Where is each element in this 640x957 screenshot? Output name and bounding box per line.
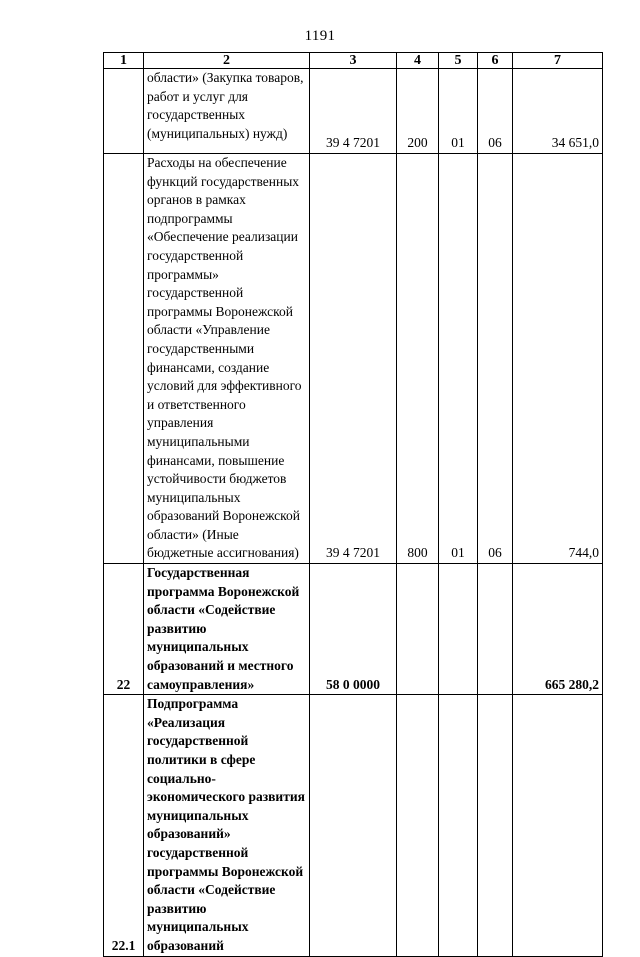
header-col-3: 3 [310, 53, 397, 69]
row-target-code: 58 0 0000 [310, 564, 397, 695]
header-col-5: 5 [439, 53, 478, 69]
row-number: 22.1 [104, 695, 144, 956]
header-row [104, 53, 603, 69]
row-amount [513, 695, 603, 956]
header-col-6: 6 [478, 53, 513, 69]
header-col-7: 7 [513, 53, 603, 69]
row-target-code: 39 4 7201 [310, 154, 397, 564]
row-section [439, 695, 478, 956]
row-amount: 665 280,2 [513, 564, 603, 695]
row-section: 01 [439, 154, 478, 564]
row-subsection [478, 695, 513, 956]
row-expense-type [397, 564, 439, 695]
row-section [439, 564, 478, 695]
table-header [104, 53, 603, 69]
row-description: Подпрограмма «Реализация государственной политики в сфере социально-экономического развития муниципальных образований» государственной программы Воронежской области «Содействие развитию муниципальных образований [144, 695, 310, 956]
table-row [104, 695, 603, 956]
table-row [104, 154, 603, 564]
row-expense-type: 200 [397, 69, 439, 154]
row-description: Расходы на обеспечение функций государственных органов в рамках подпрограммы «Обеспечение реализации государственной программы» государственной программы Воронежской области «Управление государственными финансами, создание условий для эффективного и ответственного управления муниципальными финансами, повышение устойчивости бюджетов муниципальных образований Воронежской области» (Иные бюджетные ассигнования) [144, 154, 310, 564]
table-body [104, 69, 603, 957]
budget-table [103, 52, 603, 957]
header-col-2: 2 [144, 53, 310, 69]
row-amount: 34 651,0 [513, 69, 603, 154]
row-expense-type [397, 695, 439, 956]
row-number: 22 [104, 564, 144, 695]
row-subsection [478, 564, 513, 695]
row-target-code [310, 695, 397, 956]
page-number: 1191 [304, 28, 336, 44]
row-subsection: 06 [478, 69, 513, 154]
row-description: Государственная программа Воронежской области «Содействие развитию муниципальных образований и местного самоуправления» [144, 564, 310, 695]
table-row [104, 69, 603, 154]
header-col-4: 4 [397, 53, 439, 69]
row-amount: 744,0 [513, 154, 603, 564]
row-description: области» (Закупка товаров, работ и услуг для государственных (муниципальных) нужд) [144, 69, 310, 154]
row-subsection: 06 [478, 154, 513, 564]
table-row [104, 564, 603, 695]
row-section: 01 [439, 69, 478, 154]
row-number [104, 154, 144, 564]
row-expense-type: 800 [397, 154, 439, 564]
row-number [104, 69, 144, 154]
row-target-code: 39 4 7201 [310, 69, 397, 154]
header-col-1: 1 [104, 53, 144, 69]
